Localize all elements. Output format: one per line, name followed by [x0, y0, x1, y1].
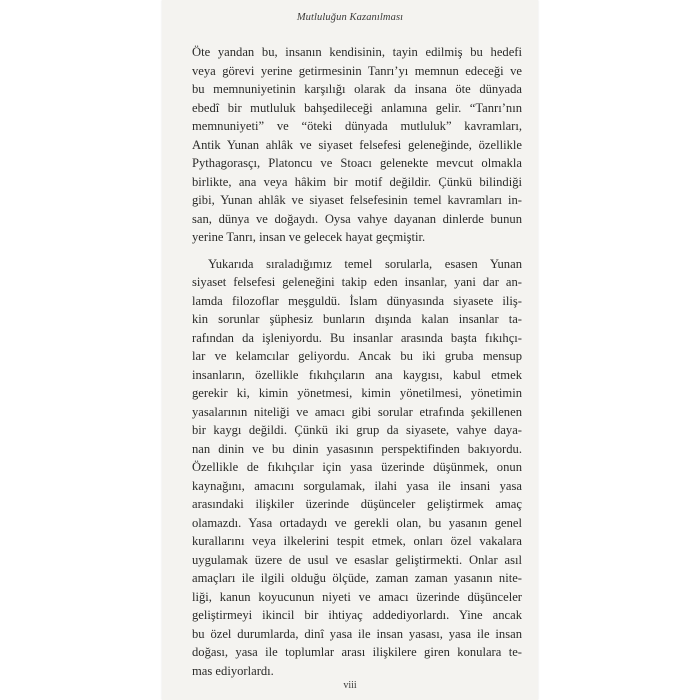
text-line: Antik Yunan ahlâk ve siyaset felsefesi geleneğinde, özellikle [192, 137, 522, 152]
text-line: yasalarının niteliği ve amacı gibi sorular etrafında şekillenen [192, 404, 522, 419]
paragraph-1 [192, 43, 522, 247]
text-line: liği, kanun koyucunun niyeti ve amacı üzerinde düşünceler [192, 589, 522, 604]
text-line: bu memnuniyetinin karşılığı olarak da insana öte dünyada [192, 82, 522, 96]
text-line: amaçları ile ilgili olduğu ölçüde, zaman zaman yasanın nite- [192, 571, 522, 585]
paragraph-2 [192, 255, 522, 681]
text-line: birlikte, ana veya hâkim bir motif değildir. Çünkü bilindiği [192, 174, 522, 189]
text-line: bir kaygı değildi. Çünkü iki grup da siyasete, vahye daya- [192, 423, 522, 437]
text-line: kaynağını, amacını sorgulamak, ilahi yasa ile insani yasa [192, 478, 522, 493]
text-line: Özellikle de fıkıhçılar için yasa üzerinde düşünmek, onun [192, 460, 522, 474]
text-line: rafından da işleniyordu. Bu insanlar arasında başta fıkıhçı- [192, 330, 522, 345]
text-line: gerekir ki, kimin yönetmesi, kimin yönetilmesi, yönetimin [192, 386, 522, 400]
text-line: mas ediyorlardı. [192, 663, 274, 678]
text-line: ebedî bir mutluluk bahşedileceği anlamına gelir. “Tanrı’nın [192, 100, 522, 115]
text-line: Pythagorasçı, Platoncu ve Stoacı gelenekte mevcut olmakla [192, 156, 522, 170]
text-line: olamazdı. Yasa ortadaydı ve gerekli olan, bu yasanın genel [192, 515, 522, 530]
text-line: nan dinin ve bu dinin yasasının perspektifinden bakıyordu. [192, 441, 522, 456]
text-line: bu özel durumlarda, dinî yasa ile insan yasası, yasa ile insan [192, 626, 522, 641]
book-page [162, 0, 538, 700]
text-line: insanların, özellikle fıkıhçıların ana kaygısı, kabul etmek [192, 367, 522, 382]
running-head: Mutluluğun Kazanılması [296, 12, 404, 23]
text-line: uygulamak üzere de usul ve esaslar geliştirmekti. Onlar asıl [192, 552, 522, 567]
body-text [192, 43, 522, 680]
page-number: viii [343, 680, 357, 691]
text-line: veya görevi yerine getirmesinin Tanrı’yı memnun edeceği ve [192, 63, 522, 78]
text-line: kurallarını veya ilkelerini tespit etmek, onları özel vakalara [192, 534, 522, 548]
text-line: kin sorunlar şüphesiz bunların dışında kalan insanlar ta- [192, 312, 522, 326]
text-line: gibi, Yunan ahlâk ve siyaset felsefesinin temel kavramları in- [192, 193, 522, 207]
text-line: lamda filozoflar meşguldü. İslam dünyasında siyasete iliş- [192, 293, 522, 308]
text-line: siyaset felsefesi geleneğini takip eden insanlar, yani dar an- [192, 275, 522, 289]
text-line: Yukarıda sıraladığımız temel sorularla, esasen Yunan [208, 256, 522, 271]
text-line: lar ve kelamcılar geliyordu. Ancak bu iki gruba mensup [192, 349, 522, 363]
text-line: arasındaki ilişkiler üzerinde düşünceler geliştirmek amaç [192, 497, 522, 511]
text-line: yerine Tanrı, insan ve gelecek hayat geçmiştir. [192, 230, 426, 244]
text-line: Öte yandan bu, insanın kendisinin, tayin edilmiş bu hedefi [192, 45, 522, 59]
text-line: memnuniyeti” ve “öteki dünyada mutluluk” kavramları, [192, 119, 522, 133]
text-line: geliştirmeyi ikincil bir ihtiyaç addediyorlardı. Yine ancak [192, 608, 522, 622]
text-line: san, dünya ve doğaydı. Oysa vahye dayanan dinlerde bunun [192, 211, 522, 226]
text-line: doğası, yasa ile toplumlar arası ilişkilere giren konulara te- [192, 645, 522, 659]
